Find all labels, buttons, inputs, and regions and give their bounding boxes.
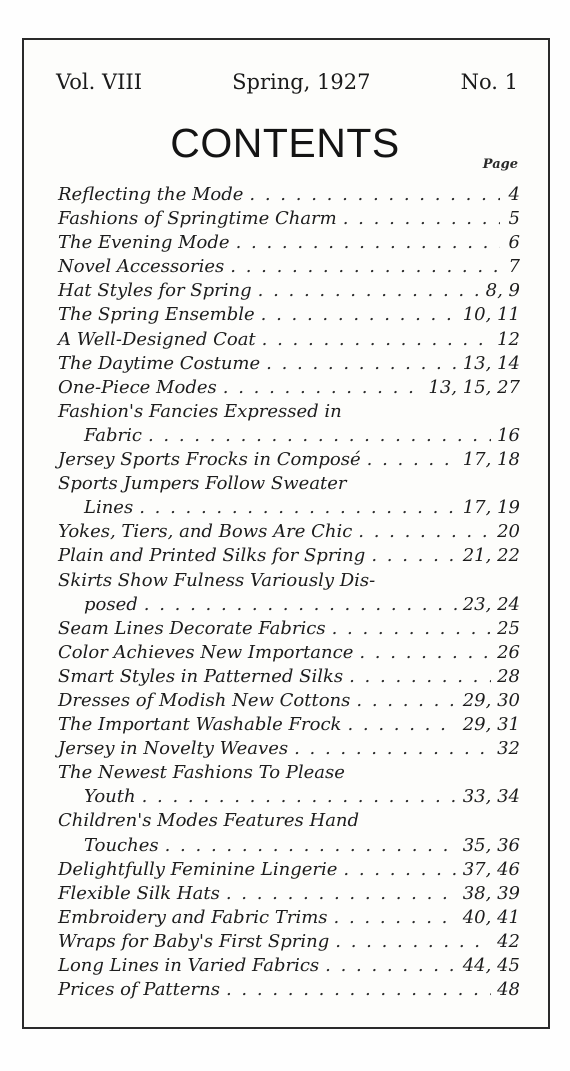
dot-leader <box>223 376 423 400</box>
toc-entry-title: The Evening Mode <box>58 232 230 254</box>
toc-entry-line <box>58 400 520 424</box>
toc-page-number: 20 <box>497 521 520 543</box>
toc-page-number: 10, 11 <box>462 304 520 326</box>
toc-entry-title: Youth <box>84 786 136 808</box>
toc-page-number: 5 <box>508 208 520 230</box>
toc-entry-line <box>58 954 520 978</box>
toc-entry-line <box>58 279 520 303</box>
toc-entry-line <box>58 689 520 713</box>
toc-entry <box>58 520 520 544</box>
toc-entry-line <box>58 544 520 568</box>
toc-page-number: 32 <box>497 738 520 760</box>
toc-entry-title: A Well-Designed Coat <box>58 328 256 350</box>
toc-entry <box>58 255 520 279</box>
toc-entry-line <box>58 858 520 882</box>
dot-leader <box>358 520 491 544</box>
toc-entry-title: Prices of Patterns <box>58 979 220 1001</box>
toc-entry-title: Flexible Silk Hats <box>58 882 220 904</box>
toc-page-number: 38, 39 <box>462 882 520 904</box>
toc-page-number: 8, 9 <box>485 280 520 302</box>
toc-page-number: 37, 46 <box>462 858 520 880</box>
toc-entry <box>58 809 520 857</box>
toc-entry-line <box>58 255 520 279</box>
toc-page-number: 25 <box>497 617 520 639</box>
toc-entry-line <box>58 352 520 376</box>
toc-entry <box>58 231 520 255</box>
dot-leader <box>226 978 491 1002</box>
toc-entry <box>58 930 520 954</box>
toc-entry-line <box>58 183 520 207</box>
dot-leader <box>236 231 500 255</box>
toc-entry-line <box>58 376 520 400</box>
toc-entry-title: Children's Modes Features Hand <box>58 810 360 832</box>
toc-entry <box>58 352 520 376</box>
dot-leader <box>142 785 457 809</box>
toc-page-number: 48 <box>497 979 520 1001</box>
toc-entry-title: One-Piece Modes <box>58 376 217 398</box>
toc-page-number: 12 <box>497 328 520 350</box>
dot-leader <box>359 641 491 665</box>
toc-entry-title: Sports Jumpers Follow Sweater <box>58 473 347 495</box>
toc-page-number: 33, 34 <box>462 786 520 808</box>
toc-entry-title: The Important Washable Frock <box>58 714 342 736</box>
toc-entry-line <box>58 520 520 544</box>
toc-page-number: 28 <box>497 665 520 687</box>
toc-page-number: 29, 31 <box>462 714 520 736</box>
toc-entry-continuation <box>58 834 520 858</box>
toc-entry <box>58 303 520 327</box>
toc-entry-title: Skirts Show Fulness Variously Dis- <box>58 569 376 591</box>
toc-entry <box>58 448 520 472</box>
toc-entry-line <box>58 906 520 930</box>
toc-entry-line <box>58 930 520 954</box>
toc-entry-line <box>58 665 520 689</box>
dot-leader <box>226 882 457 906</box>
dot-leader <box>347 713 456 737</box>
dot-leader <box>349 665 491 689</box>
dot-leader <box>332 617 492 641</box>
toc-entry-title: Reflecting the Mode <box>58 184 244 205</box>
toc-entry <box>58 761 520 809</box>
toc-page-number: 44, 45 <box>462 955 520 976</box>
toc-page-number: 35, 36 <box>462 834 520 856</box>
toc-entry-title: Smart Styles in Patterned Silks <box>58 665 344 687</box>
toc-entry <box>58 978 520 1002</box>
toc-entry-line <box>58 713 520 737</box>
toc-entry-title: Touches <box>84 834 159 856</box>
dot-leader <box>230 255 500 279</box>
toc-entry-title: Wraps for Baby's First Spring <box>58 930 330 952</box>
dot-leader <box>294 737 491 761</box>
dot-leader <box>343 858 456 882</box>
toc-entry-title: Delightfully Feminine Lingerie <box>58 858 338 880</box>
toc-entry-line <box>58 472 520 496</box>
dot-leader <box>343 207 500 231</box>
toc-entry <box>58 882 520 906</box>
toc-entry-title: Yokes, Tiers, and Bows Are Chic <box>58 521 353 543</box>
issue-date: Spring, 1927 <box>232 70 371 94</box>
toc-entry <box>58 472 520 520</box>
toc-entry-title: Long Lines in Varied Fabrics <box>58 955 320 976</box>
toc-entry <box>58 858 520 882</box>
toc-entry <box>58 689 520 713</box>
masthead <box>56 70 518 94</box>
toc-page-number: 13, 15, 27 <box>428 376 520 398</box>
toc-entry-line <box>58 231 520 255</box>
toc-entry-title: Jersey in Novelty Weaves <box>58 738 289 760</box>
dot-leader <box>266 352 457 376</box>
toc-entry <box>58 569 520 617</box>
toc-page-number: 40, 41 <box>462 906 520 928</box>
toc-entry <box>58 279 520 303</box>
toc-entry-line <box>58 882 520 906</box>
dot-leader <box>249 183 500 207</box>
toc-entry-title: Color Achieves New Importance <box>58 641 354 663</box>
dot-leader <box>261 303 457 327</box>
dot-leader <box>371 544 456 568</box>
toc-entry-continuation <box>58 496 520 520</box>
toc-entry <box>58 954 520 978</box>
toc-entry-line <box>58 617 520 641</box>
toc-entry-title: Fabric <box>84 424 142 446</box>
toc-entry-line <box>58 978 520 1002</box>
dot-leader <box>258 279 480 303</box>
toc-entry <box>58 665 520 689</box>
dot-leader <box>139 496 457 520</box>
toc-entry-title: Plain and Printed Silks for Spring <box>58 545 366 567</box>
toc-entry-title: The Daytime Costume <box>58 352 261 374</box>
toc-entry-continuation <box>58 424 520 448</box>
toc-entry-title: Hat Styles for Spring <box>58 280 252 302</box>
toc-entry <box>58 207 520 231</box>
toc-entry-title: Jersey Sports Frocks in Composé <box>58 449 361 471</box>
toc-entry-line <box>58 303 520 327</box>
toc-entry-line <box>58 328 520 352</box>
toc-entry <box>58 400 520 448</box>
page-title: CONTENTS <box>170 120 400 166</box>
toc-page-number: 23, 24 <box>462 593 520 615</box>
toc-page-number: 29, 30 <box>462 689 520 711</box>
dot-leader <box>148 424 491 448</box>
toc-page-number: 26 <box>497 641 520 663</box>
page-column-heading: Page <box>482 157 518 172</box>
dot-leader <box>334 906 457 930</box>
dot-leader <box>165 834 457 858</box>
toc-entry-title: Fashion's Fancies Expressed in <box>58 400 342 422</box>
toc-page-number: 7 <box>508 256 520 278</box>
toc-page-number: 13, 14 <box>462 352 520 374</box>
toc-entry-continuation <box>58 593 520 617</box>
toc-entry-title: Lines <box>84 497 134 519</box>
issue-number: No. 1 <box>460 70 518 94</box>
toc-entry <box>58 328 520 352</box>
dot-leader <box>144 593 457 617</box>
toc-entry-line <box>58 641 520 665</box>
table-of-contents <box>58 183 520 1002</box>
volume-label: Vol. VIII <box>56 70 142 94</box>
dot-leader <box>262 328 491 352</box>
dot-leader <box>356 689 456 713</box>
toc-entry-title: Novel Accessories <box>58 256 225 278</box>
toc-entry <box>58 641 520 665</box>
dot-leader <box>335 930 491 954</box>
toc-entry-title: The Spring Ensemble <box>58 304 255 326</box>
toc-page-number: 6 <box>508 232 520 254</box>
toc-entry-title: Dresses of Modish New Cottons <box>58 689 351 711</box>
toc-entry-line <box>58 809 520 833</box>
toc-page-number: 21, 22 <box>462 545 520 567</box>
toc-page-number: 17, 19 <box>462 497 520 519</box>
toc-entry <box>58 183 520 207</box>
toc-entry-title: Embroidery and Fabric Trims <box>58 906 328 928</box>
toc-entry-title: Seam Lines Decorate Fabrics <box>58 617 326 639</box>
toc-entry <box>58 713 520 737</box>
toc-entry <box>58 376 520 400</box>
toc-page-number: 16 <box>497 424 520 446</box>
toc-entry <box>58 544 520 568</box>
toc-page-number: 17, 18 <box>462 449 520 471</box>
toc-entry-line <box>58 761 520 785</box>
toc-entry <box>58 737 520 761</box>
toc-entry <box>58 617 520 641</box>
toc-entry-title: posed <box>84 593 138 615</box>
toc-entry-continuation <box>58 785 520 809</box>
toc-entry <box>58 906 520 930</box>
toc-page-number: 4 <box>508 184 520 205</box>
dot-leader <box>325 954 457 978</box>
toc-page-number: 42 <box>497 930 520 952</box>
toc-entry-title: The Newest Fashions To Please <box>58 762 345 784</box>
dot-leader <box>367 448 457 472</box>
toc-entry-line <box>58 207 520 231</box>
toc-entry-title: Fashions of Springtime Charm <box>58 208 337 230</box>
toc-entry-line <box>58 737 520 761</box>
toc-entry-line <box>58 448 520 472</box>
toc-entry-line <box>58 569 520 593</box>
